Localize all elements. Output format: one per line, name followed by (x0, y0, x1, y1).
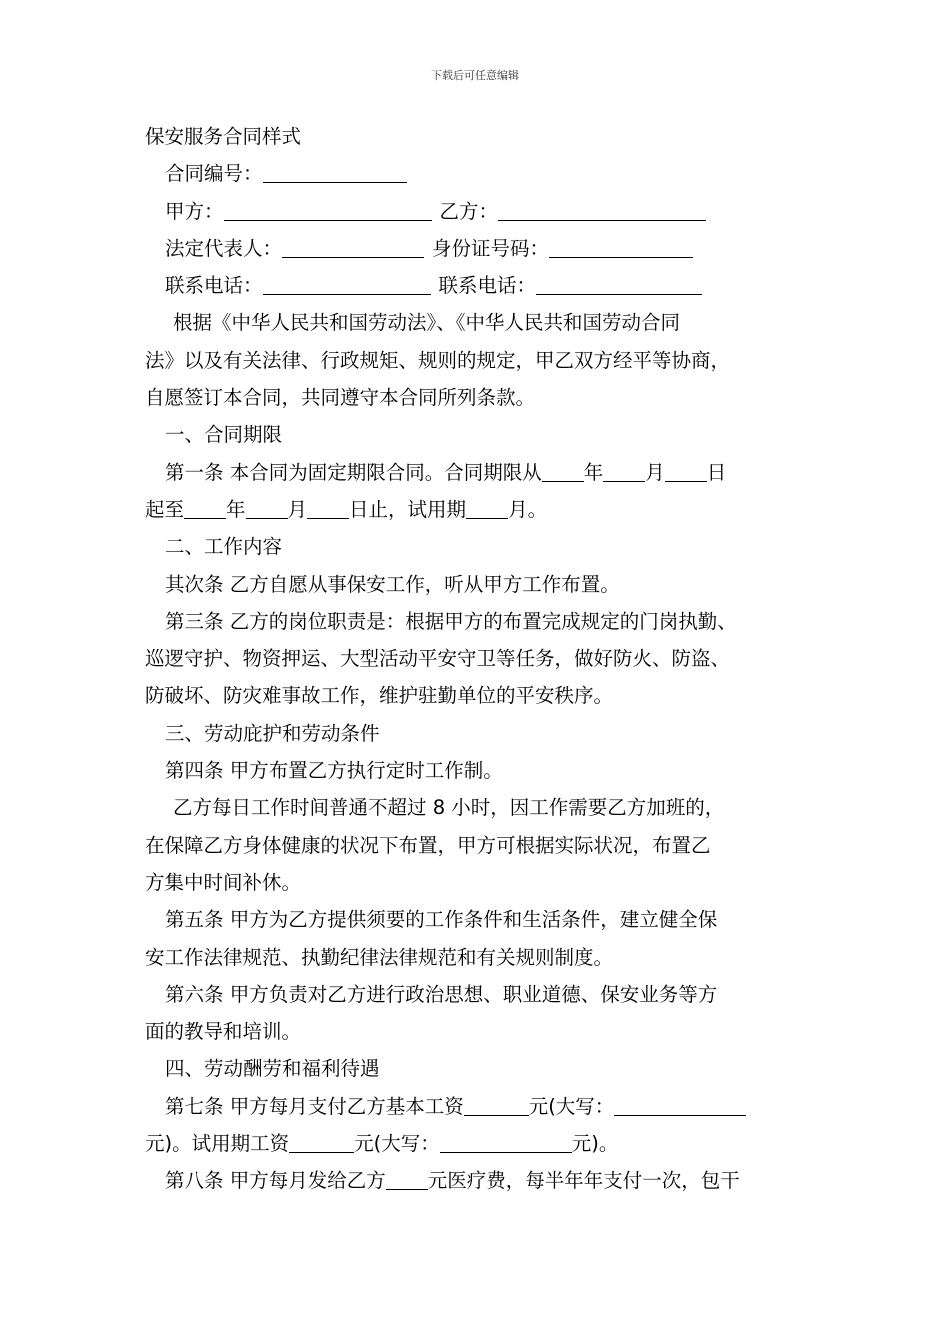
article-2-line: 其次条 乙方自愿从事保安工作，听从甲方工作布置。 (165, 572, 620, 596)
article-7-line (145, 1088, 835, 1125)
year-unit: 年 (583, 460, 604, 484)
end-month-blank[interactable] (246, 500, 288, 519)
probation-months-blank[interactable] (466, 500, 508, 519)
header-note: 下载后可任意编辑 (431, 69, 519, 82)
article-1-text: 日止，试用期 (349, 497, 467, 521)
section-heading: 一、合同期限 (165, 423, 283, 447)
probation-unit: 月。 (508, 497, 548, 521)
article-4-detail-line: 乙方每日工作时间普通不超过 8 小时，因工作需要乙方加班的， (173, 796, 725, 820)
month-unit: 月 (645, 460, 665, 484)
article-7-text: 元(大写： (528, 1094, 615, 1118)
section-heading: 四、劳动酬劳和福利待遇 (165, 1057, 380, 1081)
article-1-text: 起至 (145, 497, 185, 521)
document-body (145, 118, 835, 1200)
article-1-line (145, 491, 835, 528)
article-8-text: 第八条 甲方每月发给乙方 (165, 1169, 386, 1193)
article-6-line: 第六条 甲方负责对乙方进行政治思想、职业道德、保安业务等方 (165, 982, 718, 1006)
phone-b-blank[interactable] (536, 276, 702, 295)
article-4-detail-line: 方集中时间补休。 (145, 870, 302, 894)
preamble-line: 法》以及有关法律、行政规矩、规则的规定，甲乙双方经平等协商， (145, 348, 731, 372)
article-7-line (145, 1125, 835, 1162)
article-4-detail-line: 在保障乙方身体健康的状况下布置，甲方可根据实际状况，布置乙 (145, 833, 711, 857)
article-8-line (145, 1162, 835, 1199)
phone-a-blank[interactable] (263, 276, 431, 295)
probation-salary-upper-blank[interactable] (440, 1134, 572, 1153)
medical-fee-blank[interactable] (386, 1171, 428, 1190)
article-3-line: 防破坏、防灾难事故工作，维护驻勤单位的平安秩序。 (145, 684, 614, 708)
preamble-line: 根据《中华人民共和国劳动法》、《中华人民共和国劳动合同 (173, 311, 681, 335)
legal-rep-blank[interactable] (282, 239, 424, 258)
article-7-text: 元)。 (571, 1132, 619, 1156)
article-7-text: 第七条 甲方每月支付乙方基本工资 (165, 1094, 464, 1118)
article-8-text: 元医疗费，每半年年支付一次，包干 (427, 1169, 740, 1193)
base-salary-upper-blank[interactable] (614, 1097, 746, 1116)
section-heading: 二、工作内容 (165, 535, 283, 559)
legal-rep-label: 法定代表人： (165, 236, 283, 260)
document-title: 保安服务合同样式 (145, 125, 302, 148)
id-number-label: 身份证号码： (432, 236, 550, 260)
start-day-blank[interactable] (665, 463, 707, 482)
contract-number-label: 合同编号： (165, 162, 263, 186)
preamble-line: 自愿签订本合同，共同遵守本合同所列条款。 (145, 386, 536, 410)
contract-number-blank[interactable] (263, 164, 407, 183)
phone-b-label: 联系电话： (438, 274, 537, 298)
article-3-line: 第三条 乙方的岗位职责是：根据甲方的布置完成规定的门岗执勤、 (165, 609, 737, 633)
article-7-text: 元(大写： (354, 1132, 440, 1156)
end-day-blank[interactable] (307, 500, 349, 519)
phone-a-label: 联系电话： (165, 274, 263, 298)
article-3-line: 巡逻守护、物资押运、大型活动平安守卫等任务，做好防火、防盗、 (145, 647, 731, 671)
end-year-blank[interactable] (184, 500, 226, 519)
representative-line (145, 230, 835, 267)
article-1-text: 第一条 本合同为固定期限合同。合同期限从 (165, 460, 542, 484)
start-month-blank[interactable] (603, 463, 645, 482)
party-b-blank[interactable] (498, 202, 706, 221)
article-6-line: 面的教导和培训。 (145, 1020, 302, 1044)
article-5-line: 第五条 甲方为乙方提供须要的工作条件和生活条件，建立健全保 (165, 908, 718, 932)
party-a-blank[interactable] (224, 202, 432, 221)
section-heading: 三、劳动庇护和劳动条件 (165, 721, 380, 745)
phone-line (145, 267, 835, 304)
contract-number-line (145, 155, 835, 192)
base-salary-blank[interactable] (464, 1097, 529, 1116)
article-4-line: 第四条 甲方布置乙方执行定时工作制。 (165, 759, 503, 783)
start-year-blank[interactable] (542, 463, 584, 482)
article-7-text: 元)。试用期工资 (145, 1132, 290, 1156)
article-1-line (145, 454, 835, 491)
probation-salary-blank[interactable] (289, 1134, 354, 1153)
article-5-line: 安工作法律规范、执勤纪律法律规范和有关规则制度。 (145, 945, 614, 969)
day-unit: 日 (706, 460, 727, 484)
party-b-label: 乙方： (439, 199, 499, 223)
party-a-label: 甲方： (165, 199, 224, 223)
month-unit: 月 (287, 497, 308, 521)
id-number-blank[interactable] (549, 239, 693, 258)
parties-line (145, 193, 835, 230)
year-unit: 年 (226, 497, 246, 521)
